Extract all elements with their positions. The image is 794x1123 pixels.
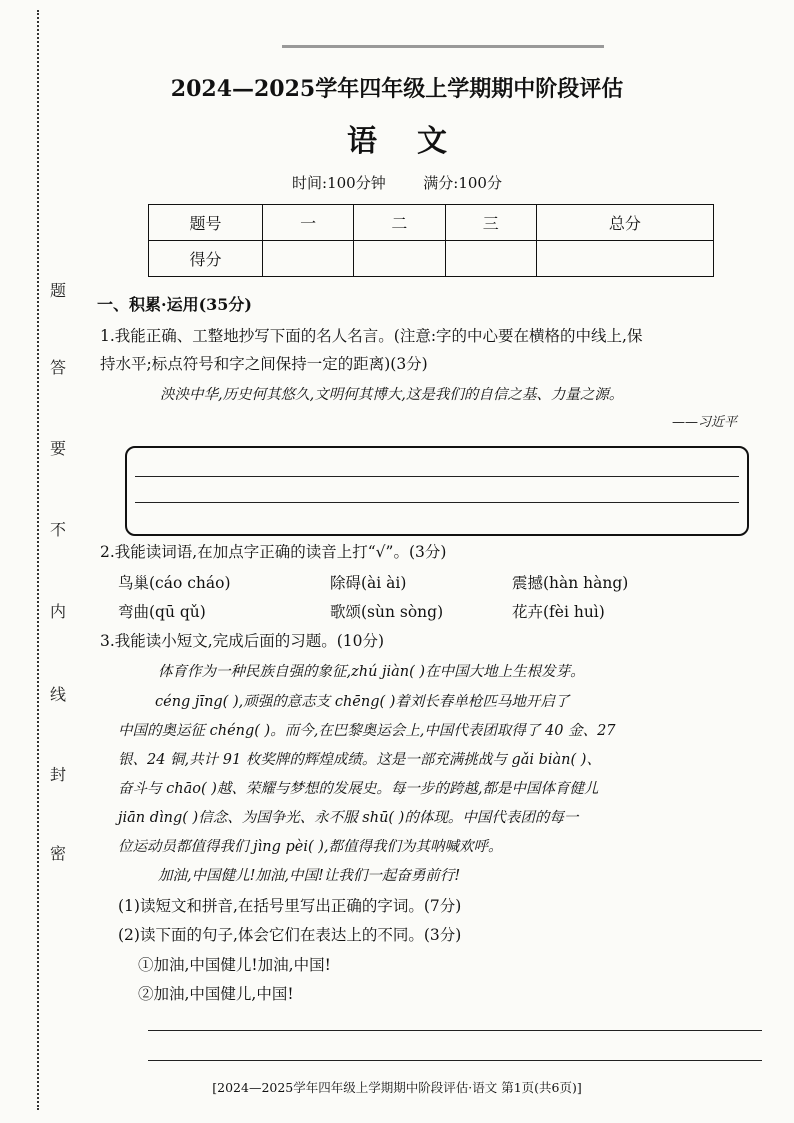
margin-char: 线: [50, 685, 67, 704]
passage-line: 加油,中国健儿!加油,中国!让我们一起奋勇前行!: [158, 868, 461, 884]
margin-char: 答: [50, 358, 67, 377]
question-2: 2.我能读词语,在加点字正确的读音上打“√”。(3分): [100, 543, 447, 561]
score-cell: 三: [445, 205, 536, 241]
margin-char: 内: [50, 602, 67, 621]
margin-char: 题: [50, 281, 67, 300]
subject-title: 语文: [347, 124, 487, 159]
exam-total-score: 满分:100分: [423, 174, 502, 192]
subquestion-1: (1)读短文和拼音,在括号里写出正确的字词。(7分): [118, 897, 462, 915]
score-cell[interactable]: [536, 241, 713, 277]
score-cell[interactable]: [354, 241, 445, 277]
score-table-header-row: [149, 205, 714, 241]
page-footer: [2024—2025学年四年级上学期期中阶段评估·语文 第1页(共6页)]: [212, 1080, 582, 1095]
passage-line: 位运动员都值得我们 jìng pèi( ),都值得我们为其呐喊欢呼。: [118, 839, 503, 855]
passage-line: 中国的奥运征 chéng( )。而今,在巴黎奥运会上,中国代表团取得了 40 金、27: [118, 723, 616, 739]
quote-text: 泱泱中华,历史何其悠久,文明何其博大,这是我们的自信之基、力量之源。: [160, 387, 624, 403]
score-cell[interactable]: [263, 241, 354, 277]
margin-char: 不: [50, 520, 67, 539]
pinyin-option[interactable]: 花卉(fèi huì): [512, 603, 605, 621]
writing-rule: [135, 502, 739, 503]
score-cell: 题号: [149, 205, 263, 241]
score-table: [148, 204, 714, 277]
sentence-1: ①加油,中国健儿!加油,中国!: [138, 956, 331, 974]
score-cell: 总分: [536, 205, 713, 241]
writing-rule: [135, 476, 739, 477]
score-table-score-row: [149, 241, 714, 277]
passage-line: 奋斗与 chāo( )越、荣耀与梦想的发展史。每一步的跨越,都是中国体育健儿: [118, 781, 599, 797]
copy-writing-box[interactable]: [125, 446, 749, 536]
score-cell: 一: [263, 205, 354, 241]
exam-title: 2024—2025学年四年级上学期期中阶段评估: [170, 76, 624, 102]
answer-line[interactable]: [148, 1030, 762, 1031]
passage-line: 体育作为一种民族自强的象征,zhú jiàn( )在中国大地上生根发芽。: [158, 664, 585, 680]
exam-meta: [0, 172, 794, 193]
margin-char: 要: [50, 439, 67, 458]
subquestion-2: (2)读下面的句子,体会它们在表达上的不同。(3分): [118, 926, 462, 944]
question-1-line2: 持水平;标点符号和字之间保持一定的距离)(3分): [100, 355, 428, 373]
top-divider: [282, 45, 604, 48]
passage-line: 银、24 铜,共计 91 枚奖牌的辉煌成绩。这是一部充满挑战与 gǎi biàn( )、: [118, 752, 601, 768]
question-1-line1: 1.我能正确、工整地抄写下面的名人名言。(注意:字的中心要在横格的中线上,保: [100, 327, 643, 345]
pinyin-option[interactable]: 歌颂(sùn sòng): [330, 603, 444, 621]
section-heading: 一、积累·运用(35分): [97, 295, 252, 314]
sentence-2: ②加油,中国健儿,中国!: [138, 985, 294, 1003]
margin-char: 密: [50, 844, 67, 863]
quote-author: ——习近平: [672, 415, 738, 430]
passage-line: céng jīng( ),顽强的意志支 chēng( )着刘长春单枪匹马地开启了: [155, 694, 570, 710]
pinyin-option[interactable]: 除碍(ài ài): [330, 574, 407, 592]
exam-time: 时间:100分钟: [292, 174, 386, 192]
answer-line[interactable]: [148, 1060, 762, 1061]
score-cell[interactable]: [445, 241, 536, 277]
score-cell: 得分: [149, 241, 263, 277]
pinyin-option[interactable]: 弯曲(qū qǔ): [118, 603, 206, 621]
pinyin-option[interactable]: 震撼(hàn hàng): [512, 574, 629, 592]
question-3: 3.我能读小短文,完成后面的习题。(10分): [100, 632, 385, 650]
margin-char: 封: [50, 765, 67, 784]
passage-line: jiān dìng( )信念、为国争光、永不服 shū( )的体现。中国代表团的每一: [118, 810, 579, 826]
pinyin-option[interactable]: 鸟巢(cáo cháo): [118, 574, 231, 592]
score-cell: 二: [354, 205, 445, 241]
